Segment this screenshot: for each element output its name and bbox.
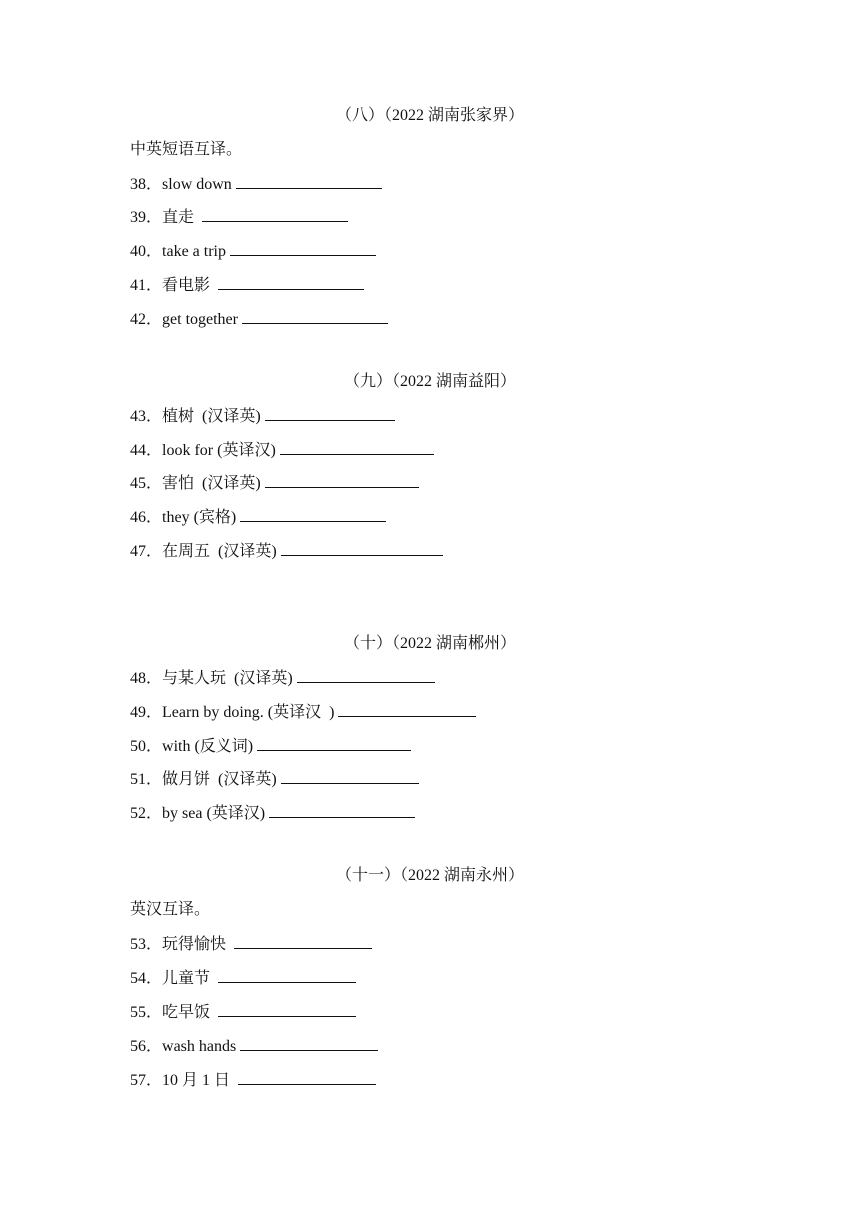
question-text: 害怕 (汉译英) [162,475,261,492]
answer-blank[interactable] [242,309,388,324]
question-number: 49． [130,704,163,721]
question-48 [130,668,435,689]
answer-blank[interactable] [265,406,395,421]
answer-blank[interactable] [297,668,435,683]
question-38 [130,174,382,195]
answer-blank[interactable] [269,803,415,818]
question-text: 植树 (汉译英) [162,408,261,425]
question-text: 吃早饭 [162,1004,215,1021]
question-number: 48． [130,670,163,687]
question-57 [130,1070,376,1091]
question-47 [130,541,443,562]
question-41 [130,275,364,296]
answer-blank[interactable] [230,241,376,256]
section-title: （八）（2022 湖南张家界） [335,107,524,124]
question-39 [130,207,348,228]
question-number: 42． [130,311,163,328]
question-number: 56． [130,1038,163,1055]
question-number: 41． [130,277,163,294]
question-40 [130,241,376,262]
question-text: by sea (英译汉) [162,805,266,822]
question-text: 与某人玩 (汉译英) [162,670,293,687]
question-42 [130,309,388,330]
answer-blank[interactable] [238,1070,376,1085]
question-number: 43． [130,408,163,425]
question-text: wash hands [162,1038,237,1055]
question-text: 做月饼 (汉译英) [162,771,277,788]
answer-blank[interactable] [218,1002,356,1017]
answer-blank[interactable] [202,207,348,222]
answer-blank[interactable] [281,541,443,556]
question-44 [130,440,434,461]
question-text: slow down [162,176,232,193]
answer-blank[interactable] [280,440,434,455]
question-number: 53． [130,936,163,953]
question-text: take a trip [162,243,226,260]
question-52 [130,803,415,824]
question-text: look for (英译汉) [162,442,276,459]
answer-blank[interactable] [218,275,364,290]
section-title: （十一）（2022 湖南永州） [335,867,524,884]
question-text: 10 月 1 日 [162,1072,235,1089]
question-number: 46． [130,509,163,526]
question-text: 看电影 [162,277,215,294]
question-55 [130,1002,356,1023]
question-text: 儿童节 [162,970,215,987]
question-53 [130,934,372,955]
question-number: 57． [130,1072,163,1089]
answer-blank[interactable] [338,702,476,717]
section-instruction: 中英短语互译。 [130,141,243,158]
answer-blank[interactable] [281,769,419,784]
question-text: they (宾格) [162,509,237,526]
question-50 [130,736,411,757]
answer-blank[interactable] [234,934,372,949]
question-number: 54． [130,970,163,987]
question-49 [130,702,476,723]
section-instruction: 英汉互译。 [130,901,211,918]
question-number: 55． [130,1004,163,1021]
question-43 [130,406,395,427]
question-number: 44． [130,442,163,459]
answer-blank[interactable] [265,473,419,488]
question-text: 在周五 (汉译英) [162,543,277,560]
question-number: 40． [130,243,163,260]
question-text: 玩得愉快 [162,936,231,953]
question-text: Learn by doing. (英译汉 ) [162,704,335,721]
question-text: get together [162,311,238,328]
question-51 [130,769,419,790]
question-56 [130,1036,378,1057]
question-number: 38． [130,176,163,193]
question-54 [130,968,356,989]
answer-blank[interactable] [240,1036,378,1051]
question-number: 47． [130,543,163,560]
question-number: 45． [130,475,163,492]
question-text: with (反义词) [162,738,254,755]
question-number: 51． [130,771,163,788]
question-46 [130,507,386,528]
question-number: 50． [130,738,163,755]
answer-blank[interactable] [218,968,356,983]
answer-blank[interactable] [257,736,411,751]
question-text: 直走 [162,209,199,226]
question-45 [130,473,419,494]
answer-blank[interactable] [236,174,382,189]
answer-blank[interactable] [240,507,386,522]
question-number: 52． [130,805,163,822]
section-title: （九）（2022 湖南益阳） [343,373,516,390]
question-number: 39． [130,209,163,226]
section-title: （十）（2022 湖南郴州） [343,635,516,652]
